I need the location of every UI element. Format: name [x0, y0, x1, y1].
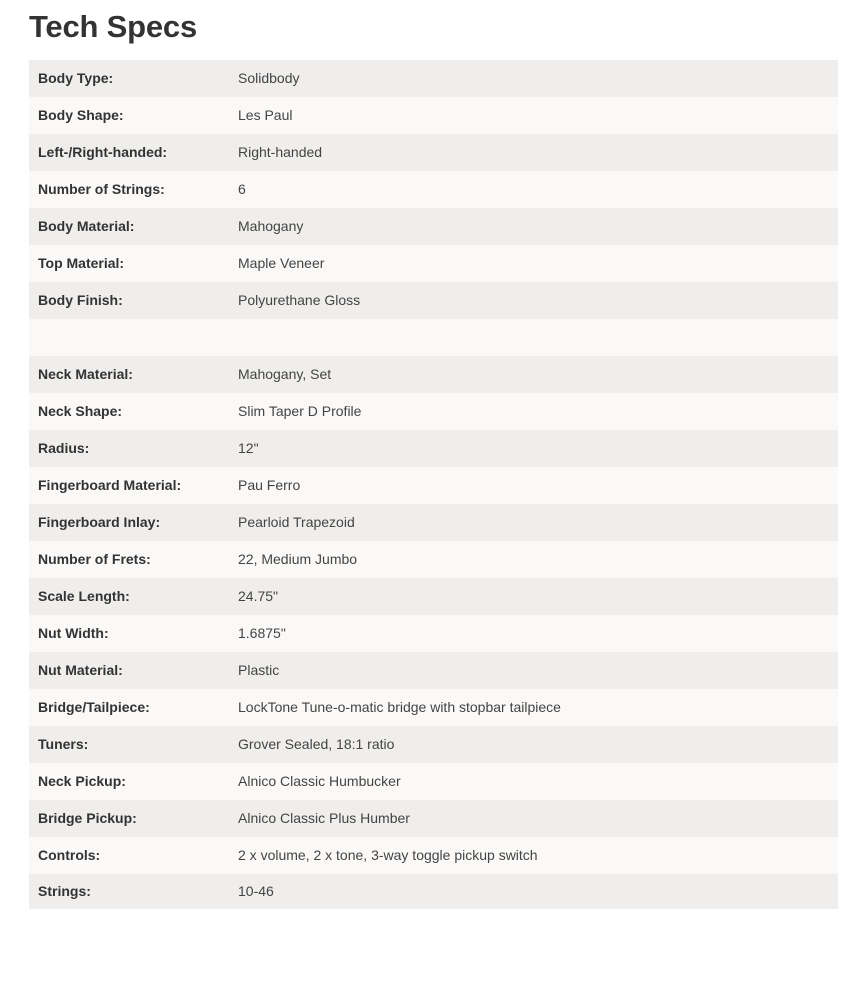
page-title: Tech Specs	[29, 9, 198, 44]
spec-value: Solidbody	[238, 70, 300, 86]
spec-label: Bridge Pickup:	[38, 810, 137, 826]
spec-label: Left-/Right-handed:	[38, 144, 168, 160]
spec-value: 12"	[238, 440, 259, 456]
spec-value: 6	[238, 181, 246, 197]
spec-label: Tuners:	[38, 736, 89, 752]
spec-value: Mahogany, Set	[238, 366, 332, 382]
table-row	[29, 763, 838, 800]
spec-value: Pau Ferro	[238, 477, 301, 493]
spec-label: Body Type:	[38, 70, 114, 86]
spec-value: Alnico Classic Plus Humber	[238, 810, 410, 826]
table-row	[29, 541, 838, 578]
table-row	[29, 134, 838, 171]
spec-label: Nut Material:	[38, 662, 123, 678]
spec-value: Alnico Classic Humbucker	[238, 773, 401, 789]
spec-label: Neck Pickup:	[38, 773, 126, 789]
spec-value: 2 x volume, 2 x tone, 3-way toggle pickup switch	[238, 847, 538, 863]
spec-value: Maple Veneer	[238, 255, 325, 271]
spec-value: Right-handed	[238, 144, 323, 160]
spec-label: Body Finish:	[38, 292, 123, 308]
table-row	[29, 60, 838, 97]
spec-label: Controls:	[38, 847, 101, 863]
spec-value: 1.6875"	[238, 625, 286, 641]
table-row	[29, 652, 838, 689]
spec-value: Polyurethane Gloss	[238, 292, 361, 308]
table-row	[29, 282, 838, 319]
spec-value: LockTone Tune-o-matic bridge with stopbar tailpiece	[238, 699, 561, 715]
spec-label: Scale Length:	[38, 588, 130, 604]
spec-value: Les Paul	[238, 107, 293, 123]
table-row	[29, 356, 838, 393]
specs-table	[29, 60, 838, 909]
spec-label: Fingerboard Material:	[38, 477, 182, 493]
table-row	[29, 615, 838, 652]
table-row	[29, 837, 838, 874]
table-row	[29, 689, 838, 726]
spec-value: Pearloid Trapezoid	[238, 514, 355, 530]
table-row	[29, 208, 838, 245]
spec-value: Plastic	[238, 662, 280, 678]
table-row-empty	[29, 319, 838, 356]
spec-label: Top Material:	[38, 255, 125, 271]
spec-value	[238, 319, 838, 356]
spec-label: Number of Strings:	[38, 181, 165, 197]
spec-label: Nut Width:	[38, 625, 109, 641]
spec-label: Strings:	[38, 883, 91, 899]
spec-label: Radius:	[38, 440, 90, 456]
spec-label: Neck Material:	[38, 366, 133, 382]
spec-value: 22, Medium Jumbo	[238, 551, 358, 567]
spec-label: Fingerboard Inlay:	[38, 514, 161, 530]
spec-value: 24.75"	[238, 588, 279, 604]
spec-value: 10-46	[238, 883, 274, 899]
spec-label	[29, 319, 238, 356]
spec-label: Body Shape:	[38, 107, 124, 123]
spec-value: Grover Sealed, 18:1 ratio	[238, 736, 395, 752]
spec-label: Neck Shape:	[38, 403, 123, 419]
spec-label: Number of Frets:	[38, 551, 151, 567]
spec-label: Body Material:	[38, 218, 135, 234]
table-row	[29, 800, 838, 837]
spec-value: Mahogany	[238, 218, 304, 234]
spec-value: Slim Taper D Profile	[238, 403, 362, 419]
table-row	[29, 578, 838, 615]
table-row	[29, 393, 838, 430]
table-row	[29, 171, 838, 208]
table-row	[29, 504, 838, 541]
table-row	[29, 467, 838, 504]
table-row	[29, 874, 838, 909]
spec-label: Bridge/Tailpiece:	[38, 699, 150, 715]
table-row	[29, 245, 838, 282]
table-row	[29, 726, 838, 763]
table-row	[29, 430, 838, 467]
table-row	[29, 97, 838, 134]
